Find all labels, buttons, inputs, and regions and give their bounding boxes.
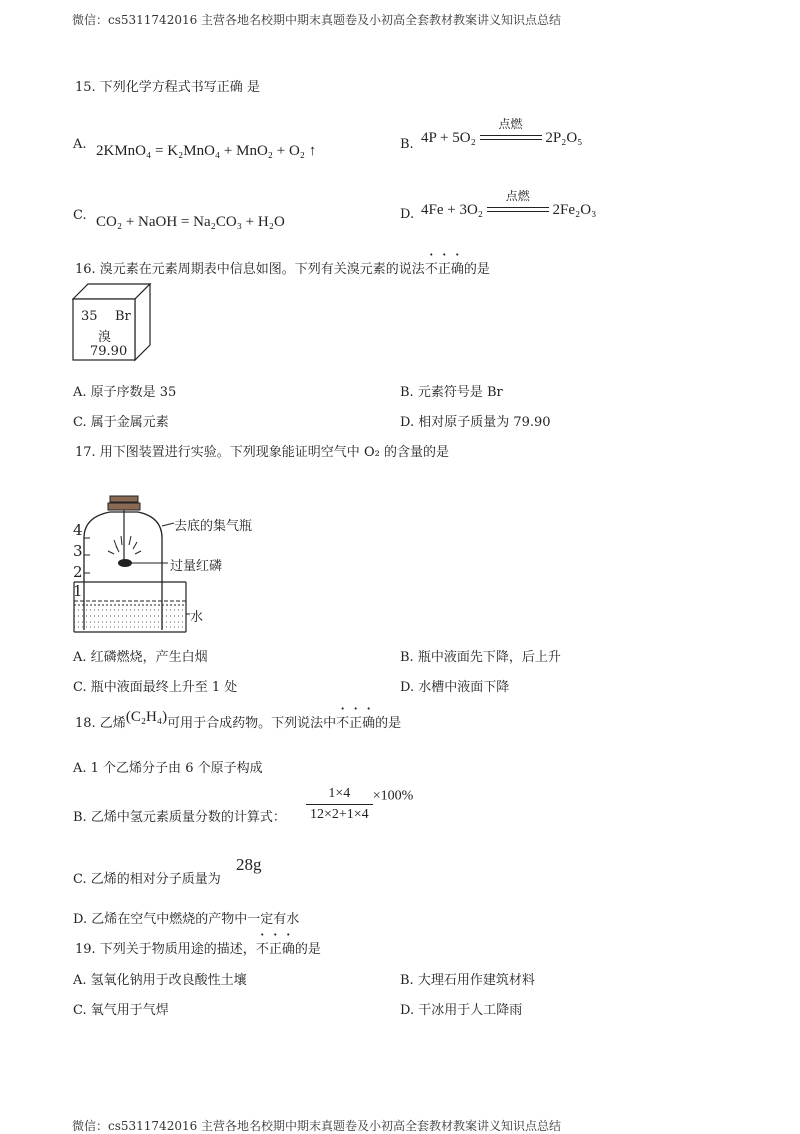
q16-emphasis-char: 确: [450, 262, 464, 277]
q16-stem-text: 16. 溴元素在元素周期表中信息如图。下列有关溴元素的说法: [75, 262, 425, 277]
ethylene-formula: (C₂H₄): [125, 709, 168, 725]
q17-option-d: D. 水槽中液面下降: [400, 680, 510, 695]
q15-d-condition: 点燃: [505, 188, 530, 203]
label-red-phosphorus: 过量红磷: [170, 559, 223, 574]
q16-stem-tail: 的是: [463, 262, 490, 277]
q15-option-d-equation: [421, 188, 597, 219]
q15-b-reactants: 4P + 5O₂: [421, 130, 476, 146]
q18-emphasis-char: 确: [362, 716, 376, 731]
q16-option-b: B. 元素符号是 Br: [400, 385, 503, 400]
q18-option-a: A. 1 个乙烯分子由 6 个原子构成: [73, 761, 263, 776]
q16-emphasis-char: 不: [424, 262, 438, 277]
page-header: 微信：cs5311742016 主营各地名校期中期末真题卷及小初高全套教材教案讲义知识点总结: [72, 13, 562, 27]
q15-b-condition-arrow: [480, 116, 542, 146]
percent-multiplier: ×100%: [372, 788, 414, 804]
q17-option-c: C. 瓶中液面最终上升至 1 处: [73, 680, 238, 695]
question-16-stem: [75, 258, 490, 277]
q15-option-d-label: D.: [400, 207, 415, 222]
q19-option-c: C. 氧气用于气焊: [73, 1003, 169, 1018]
q16-option-c: C. 属于金属元素: [73, 415, 169, 430]
q19-option-a: A. 氢氧化钠用于改良酸性土壤: [73, 973, 247, 988]
q19-emphasis-char: 正: [268, 942, 282, 957]
level-mark-3: 3: [73, 542, 83, 560]
fraction-denominator: 12×2+1×4: [310, 807, 369, 822]
question-17-stem: 17. 用下图装置进行实验。下列现象能证明空气中 O₂ 的含量的是: [75, 445, 449, 460]
q15-option-a-label: A.: [73, 137, 87, 152]
hydrogen-fraction-formula: [306, 786, 413, 823]
label-water: 水: [190, 610, 204, 625]
element-symbol: Br: [115, 309, 131, 324]
question-15-stem: 15. 下列化学方程式书写正确 是: [75, 80, 260, 95]
q19-stem-tail: 的是: [294, 942, 321, 957]
fraction-numerator: 1×4: [306, 786, 373, 805]
q15-d-products: 2Fe₂O₃: [552, 202, 597, 218]
q18-option-c: C. 乙烯的相对分子质量为: [73, 872, 221, 887]
q19-option-b: B. 大理石用作建筑材料: [400, 973, 535, 988]
q15-option-c-equation: CO₂ + NaOH = Na₂CO₃ + H₂O: [96, 214, 285, 230]
q19-emphasis-char: 不: [255, 942, 269, 957]
q15-d-reactants: 4Fe + 3O₂: [421, 202, 484, 218]
level-mark-4: 4: [73, 521, 83, 539]
q18-stem-middle: 可用于合成药物。下列说法中: [167, 716, 337, 731]
q15-b-products: 2P₂O₅: [545, 130, 583, 146]
q17-option-a: A. 红磷燃烧，产生白烟: [73, 650, 208, 665]
q18-stem-text: 18. 乙烯: [75, 716, 126, 731]
q18-option-c-value: 28g: [236, 855, 262, 874]
q15-option-b-label: B.: [400, 137, 414, 152]
q18-option-d: D. 乙烯在空气中燃烧的产物中一定有水: [73, 912, 300, 927]
q15-d-condition-arrow: [487, 188, 549, 218]
q16-emphasis-char: 正: [437, 262, 451, 277]
q15-b-condition: 点燃: [498, 116, 523, 131]
q18-emphasis-char: 不: [336, 716, 350, 731]
q18-stem-tail: 的是: [375, 716, 402, 731]
q17-option-b: B. 瓶中液面先下降，后上升: [400, 650, 561, 665]
ethylene-formula-text: C₂H₄: [130, 709, 163, 725]
question-18-stem: [75, 709, 402, 732]
level-mark-2: 2: [73, 563, 83, 581]
element-atomic-mass: 79.90: [90, 344, 128, 359]
level-mark-1: 1: [73, 582, 83, 600]
fraction: [306, 786, 373, 823]
q18-option-b: B. 乙烯中氢元素质量分数的计算式：: [73, 810, 286, 825]
element-atomic-number: 35: [81, 309, 98, 324]
q19-emphasis-char: 确: [281, 942, 295, 957]
element-name: 溴: [98, 330, 112, 345]
q19-option-d: D. 干冰用于人工降雨: [400, 1003, 523, 1018]
q19-stem-text: 19. 下列关于物质用途的描述，: [75, 942, 256, 957]
q15-option-a-equation: 2KMnO₄ = K₂MnO₄ + MnO₂ + O₂ ↑: [96, 143, 317, 159]
page-footer: 微信：cs5311742016 主营各地名校期中期末真题卷及小初高全套教材教案讲义知识点总结: [72, 1119, 562, 1133]
question-19-stem: [75, 938, 321, 957]
q16-option-d: D. 相对原子质量为 79.90: [400, 415, 551, 430]
q16-option-a: A. 原子序数是 35: [73, 385, 177, 400]
label-bottomless-bottle: 去底的集气瓶: [174, 519, 253, 534]
q18-emphasis-char: 正: [349, 716, 363, 731]
q15-option-c-label: C.: [73, 208, 87, 223]
q15-option-b-equation: [421, 116, 583, 147]
